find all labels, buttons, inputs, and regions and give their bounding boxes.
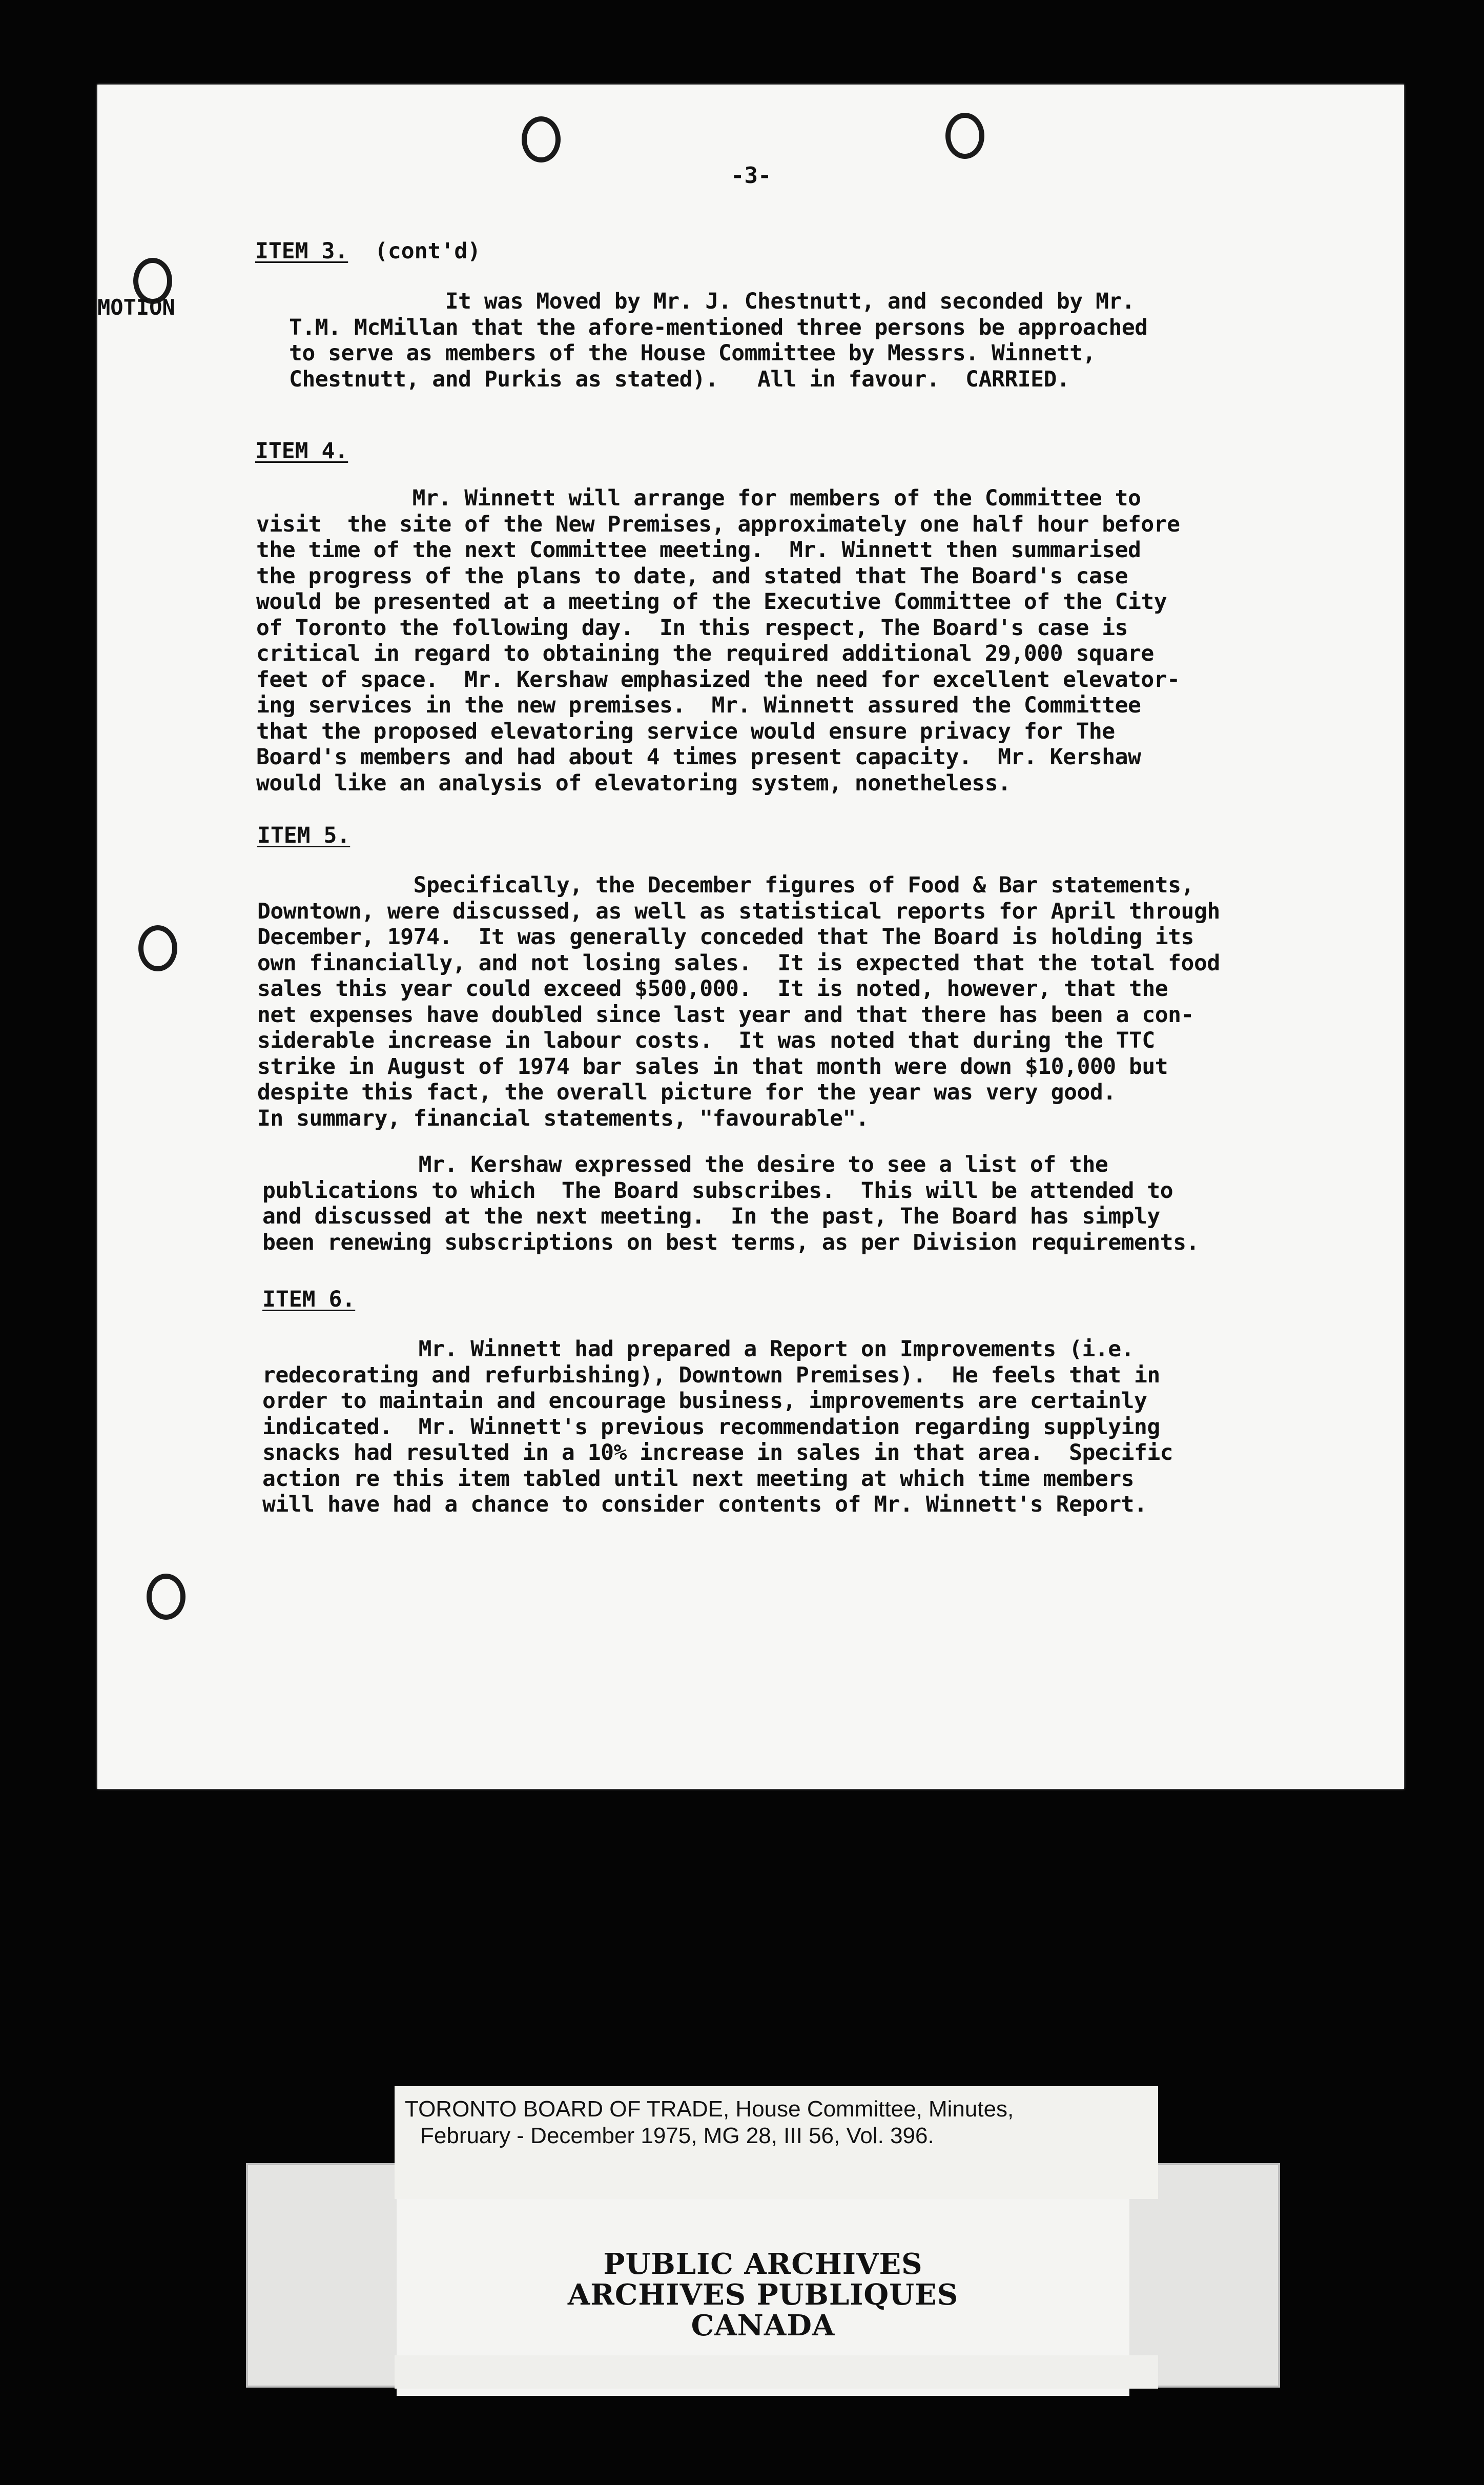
item-6-heading <box>262 1287 355 1312</box>
punch-hole-side-2 <box>138 925 177 971</box>
punch-hole-top-left <box>522 116 561 162</box>
source-citation-label <box>395 2086 1158 2199</box>
item-5-title: ITEM 5. <box>257 823 351 848</box>
source-citation-line-1: TORONTO BOARD OF TRADE, House Committee, Minutes, <box>405 2096 1014 2122</box>
item-3-paragraph: It was Moved by Mr. J. Chestnutt, and seconded by Mr. T.M. McMillan that the afore-mentioned three persons be approached to serve as members of the House Committee by Messrs. Winnett, Chestnutt, and Purkis as stated). All in favour. CARRIED. <box>289 289 1148 392</box>
item-5-paragraph-2: Mr. Kershaw expressed the desire to see a list of the publications to which The Board subscribes. This will be attended to and discussed at the next meeting. In the past, The Board has simply been renewing subscriptions on best terms, as per Division requirements. <box>262 1152 1199 1255</box>
item-6-title: ITEM 6. <box>262 1287 356 1312</box>
item-4-paragraph: Mr. Winnett will arrange for members of the Committee to visit the site of the New Premises, approximately one half hour before the time of the next Committee meeting. Mr. Winnett then summarised the progress of the plans to date, and stated that The Board's case would be presented at a meeting of the Executive Committee of the City of Toronto the following day. In this respect, The Board's case is critical in regard to obtaining the required additional 29,000 square feet of space. Mr. Kershaw emphasized the need for excellent elevator- ing services in the new premises. Mr. Winnett assured the Committee that the proposed elevatoring service would ensure privacy for The Board's members and had about 4 times present capacity. Mr. Kershaw would like an analysis of elevatoring system, nonetheless. <box>256 485 1180 796</box>
item-6-paragraph: Mr. Winnett had prepared a Report on Improvements (i.e. redecorating and refurbishing), Downtown Premises). He feels that in order to maintain and encourage business, improvements are certainly indicated. Mr. Winnett's previous recommendation regarding supplying snacks had resulted in a 10% increase in sales in that area. Specific action re this item tabled until next meeting at which time members will have had a chance to consider contents of Mr. Winnett's Report. <box>262 1336 1173 1517</box>
punch-hole-side-3 <box>147 1574 186 1620</box>
punch-hole-top-right <box>945 113 984 159</box>
item-3-heading <box>255 238 481 264</box>
item-5-heading <box>257 823 350 848</box>
motion-margin-label: MOTION <box>97 295 175 320</box>
item-4-title: ITEM 4. <box>255 438 348 464</box>
page-number: -3- <box>731 162 772 189</box>
item-3-title: ITEM 3. <box>255 238 348 264</box>
source-citation-line-2: February - December 1975, MG 28, III 56, Vol. 396. <box>420 2123 934 2148</box>
archive-line-1: PUBLIC ARCHIVES <box>603 2247 923 2281</box>
archive-line-3: CANADA <box>691 2309 835 2343</box>
document-page <box>97 85 1404 1789</box>
archive-stamp-base <box>395 2355 1158 2389</box>
item-3-suffix: (cont'd) <box>348 238 481 264</box>
item-4-heading <box>255 438 348 464</box>
archive-line-2: ARCHIVES PUBLIQUES <box>567 2278 959 2312</box>
item-5-paragraph-1: Specifically, the December figures of Food & Bar statements, Downtown, were discussed, as well as statistical reports for April through December, 1974. It was generally conceded that The Board is holding its own financially, and not losing sales. It is expected that the total food sales this year could exceed $500,000. It is noted, however, that the net expenses have doubled since last year and that there has been a con- siderable increase in labour costs. It was noted that during the TTC strike in August of 1974 bar sales in that month were down $10,000 but despite this fact, the overall picture for the year was very good. In summary, financial statements, "favourable". <box>257 872 1220 1131</box>
